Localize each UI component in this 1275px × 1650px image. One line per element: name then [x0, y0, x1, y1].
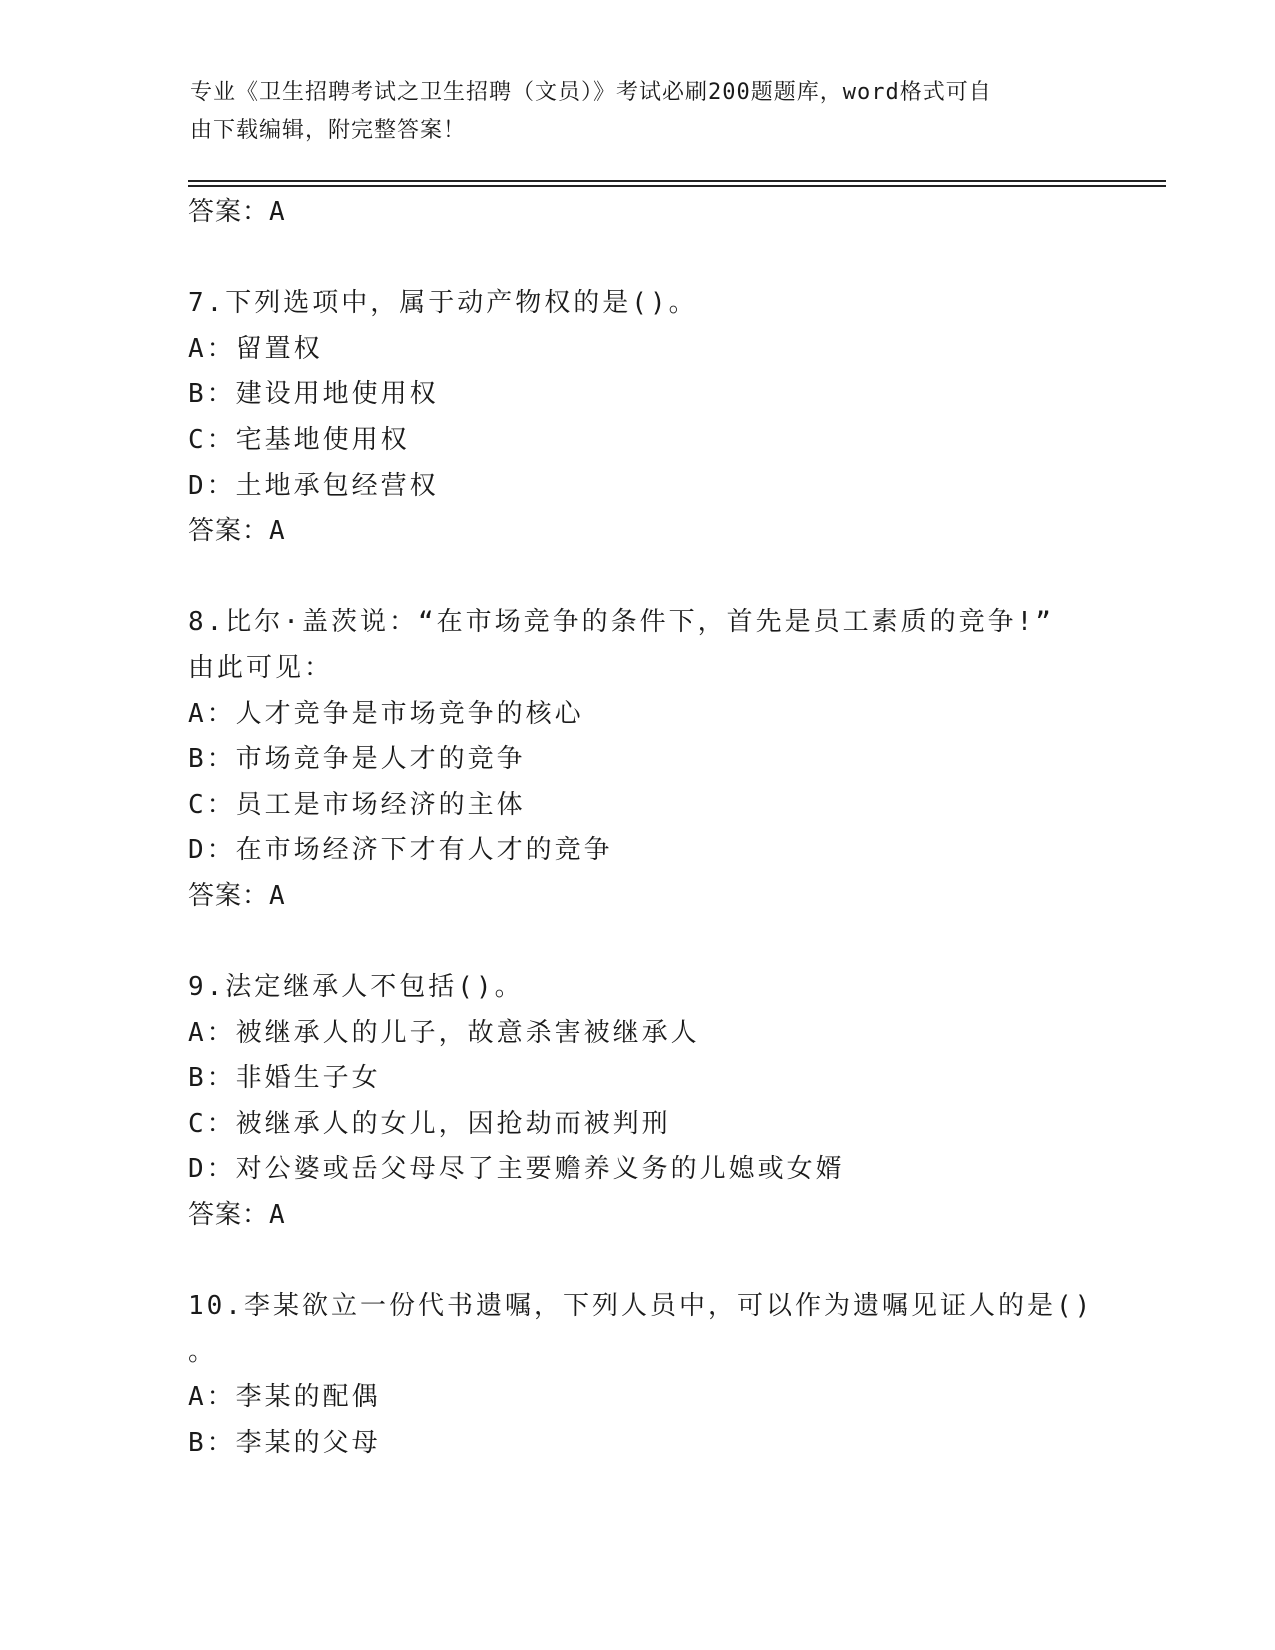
- header-divider-bottom: [188, 185, 1166, 187]
- option-b: B：非婚生子女: [188, 1063, 381, 1094]
- header-line-1: 专业《卫生招聘考试之卫生招聘（文员）》考试必刷200题题库，word格式可自: [190, 80, 992, 105]
- document-header: [190, 74, 1090, 150]
- question-9: [188, 965, 1088, 1239]
- question-8: [188, 600, 1088, 919]
- question-stem: 7.下列选项中，属于动产物权的是()。: [188, 288, 698, 319]
- answer-value: A: [269, 516, 286, 547]
- option-d: D：在市场经济下才有人才的竞争: [188, 835, 613, 866]
- header-line-2: 由下载编辑，附完整答案！: [190, 118, 467, 143]
- question-list: [188, 190, 1094, 1467]
- header-divider-top: [188, 180, 1166, 182]
- spacer: [188, 1239, 1088, 1285]
- option-d: D：对公婆或岳父母尽了主要赡养义务的儿媳或女婿: [188, 1154, 845, 1185]
- option-a: A：被继承人的儿子，故意杀害被继承人: [188, 1017, 700, 1048]
- option-a: A：留置权: [188, 333, 323, 364]
- answer-line: [188, 190, 1088, 236]
- spacer: [188, 555, 1088, 601]
- answer-label: 答案：: [188, 197, 270, 227]
- spacer: [188, 920, 1088, 966]
- option-a: A：李某的配偶: [188, 1382, 381, 1413]
- question-stem-continued: 。: [188, 1336, 218, 1367]
- option-c: C：员工是市场经济的主体: [188, 789, 526, 820]
- option-d: D：土地承包经营权: [188, 470, 439, 501]
- answer-value: A: [269, 197, 286, 227]
- option-a: A：人才竞争是市场竞争的核心: [188, 698, 584, 729]
- answer-line: [188, 1193, 1088, 1239]
- question-stem: 8.比尔·盖茨说：“在市场竞争的条件下，首先是员工素质的竞争!”: [188, 607, 1054, 638]
- answer-value: A: [269, 1200, 286, 1231]
- answer-label: 答案：: [188, 516, 270, 547]
- question-stem-continued: 由此可见：: [188, 652, 334, 683]
- answer-label: 答案：: [188, 880, 270, 911]
- question-7: [188, 281, 1088, 555]
- option-c: C：宅基地使用权: [188, 424, 410, 455]
- option-b: B：市场竞争是人才的竞争: [188, 744, 526, 775]
- answer-line: [188, 874, 1088, 920]
- option-c: C：被继承人的女儿，因抢劫而被判刑: [188, 1108, 671, 1139]
- question-stem: 10.李某欲立一份代书遗嘱，下列人员中，可以作为遗嘱见证人的是(): [188, 1291, 1094, 1322]
- option-b: B：建设用地使用权: [188, 379, 439, 410]
- answer-value: A: [269, 880, 286, 911]
- option-b: B：李某的父母: [188, 1428, 381, 1459]
- spacer: [188, 236, 1088, 282]
- answer-label: 答案：: [188, 1200, 270, 1231]
- question-stem: 9.法定继承人不包括()。: [188, 972, 524, 1003]
- question-10: [188, 1284, 1094, 1466]
- answer-line: [188, 509, 1088, 555]
